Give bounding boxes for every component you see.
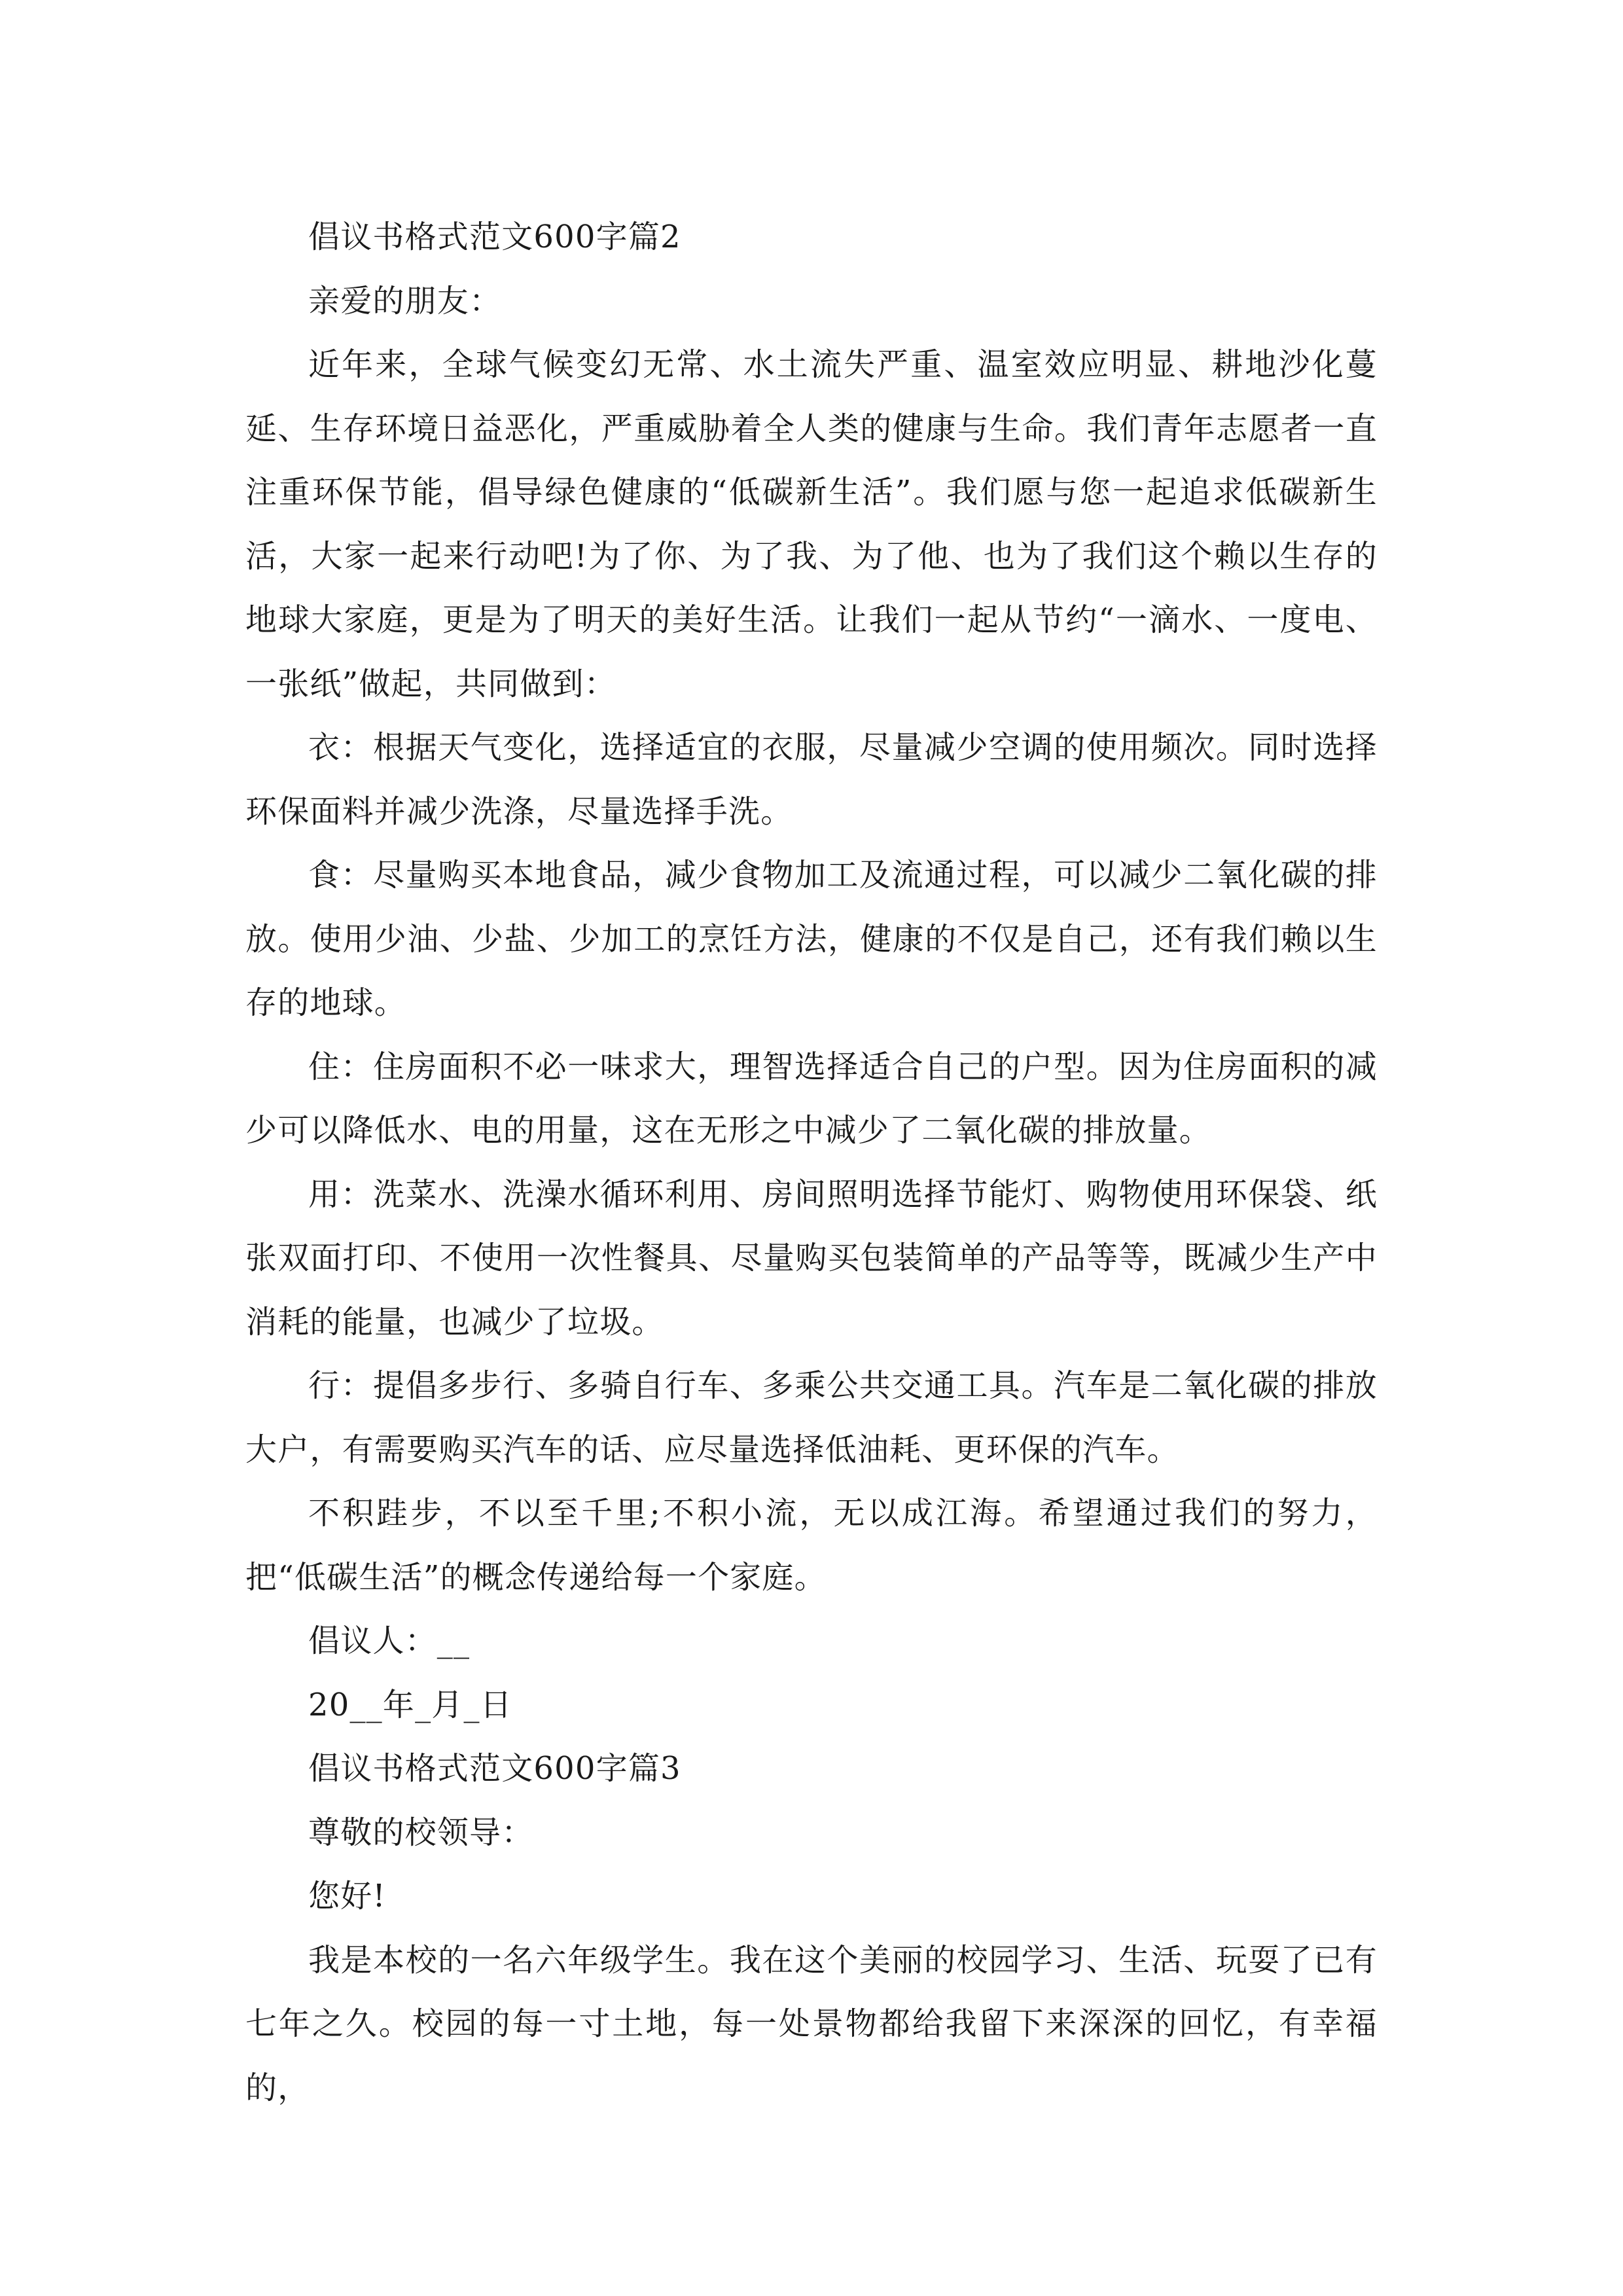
date-line: 20__年_月_日 xyxy=(308,1686,512,1723)
body-paragraph-food: 食：尽量购买本地食品，减少食物加工及流通过程，可以减少二氧化碳的排放。使用少油、少盐、少加工的烹饪方法，健康的不仅是自己，还有我们赖以生存的地球。 xyxy=(245,857,1378,1021)
body-paragraph-travel: 行：提倡多步行、多骑自行车、多乘公共交通工具。汽车是二氧化碳的排放大户，有需要购买汽车的话、应尽量选择低油耗、更环保的汽车。 xyxy=(245,1367,1378,1468)
greeting: 您好! xyxy=(308,1878,386,1914)
section-heading-2: 倡议书格式范文600字篇2 xyxy=(308,219,681,255)
body-paragraph-clothing: 衣：根据天气变化，选择适宜的衣服，尽量减少空调的使用频次。同时选择环保面料并减少洗涤，尽量选择手洗。 xyxy=(245,729,1378,830)
body-paragraph-usage: 用：洗菜水、洗澡水循环利用、房间照明选择节能灯、购物使用环保袋、纸张双面打印、不使用一次性餐具、尽量购买包装简单的产品等等，既减少生产中消耗的能量，也减少了垃圾。 xyxy=(245,1175,1378,1340)
body-paragraph-closing: 不积跬步，不以至千里;不积小流，无以成江海。希望通过我们的努力，把“低碳生活”的概念传递给每一个家庭。 xyxy=(245,1495,1378,1596)
salutation: 亲爱的朋友： xyxy=(308,282,502,319)
document-body xyxy=(245,206,1378,2120)
body-paragraph: 近年来，全球气候变幻无常、水土流失严重、温室效应明显、耕地沙化蔓延、生存环境日益恶化，严重威胁着全人类的健康与生命。我们青年志愿者一直注重环保节能，倡导绿色健康的“低碳新生活”。我们愿与您一起追求低碳新生活，大家一起来行动吧!为了你、为了我、为了他、也为了我们这个赖以生存的地球大家庭，更是为了明天的美好生活。让我们一起从节约“一滴水、一度电、一张纸”做起，共同做到： xyxy=(245,346,1378,702)
signature-line: 倡议人：__ xyxy=(308,1623,471,1659)
section-heading-3: 倡议书格式范文600字篇3 xyxy=(308,1750,681,1787)
body-paragraph-2: 我是本校的一名六年级学生。我在这个美丽的校园学习、生活、玩耍了已有七年之久。校园的每一寸土地，每一处景物都给我留下来深深的回忆，有幸福的， xyxy=(245,1941,1378,2106)
salutation-2: 尊敬的校领导： xyxy=(308,1814,534,1851)
body-paragraph-housing: 住：住房面积不必一味求大，理智选择适合自己的户型。因为住房面积的减少可以降低水、电的用量，这在无形之中减少了二氧化碳的排放量。 xyxy=(245,1048,1378,1149)
